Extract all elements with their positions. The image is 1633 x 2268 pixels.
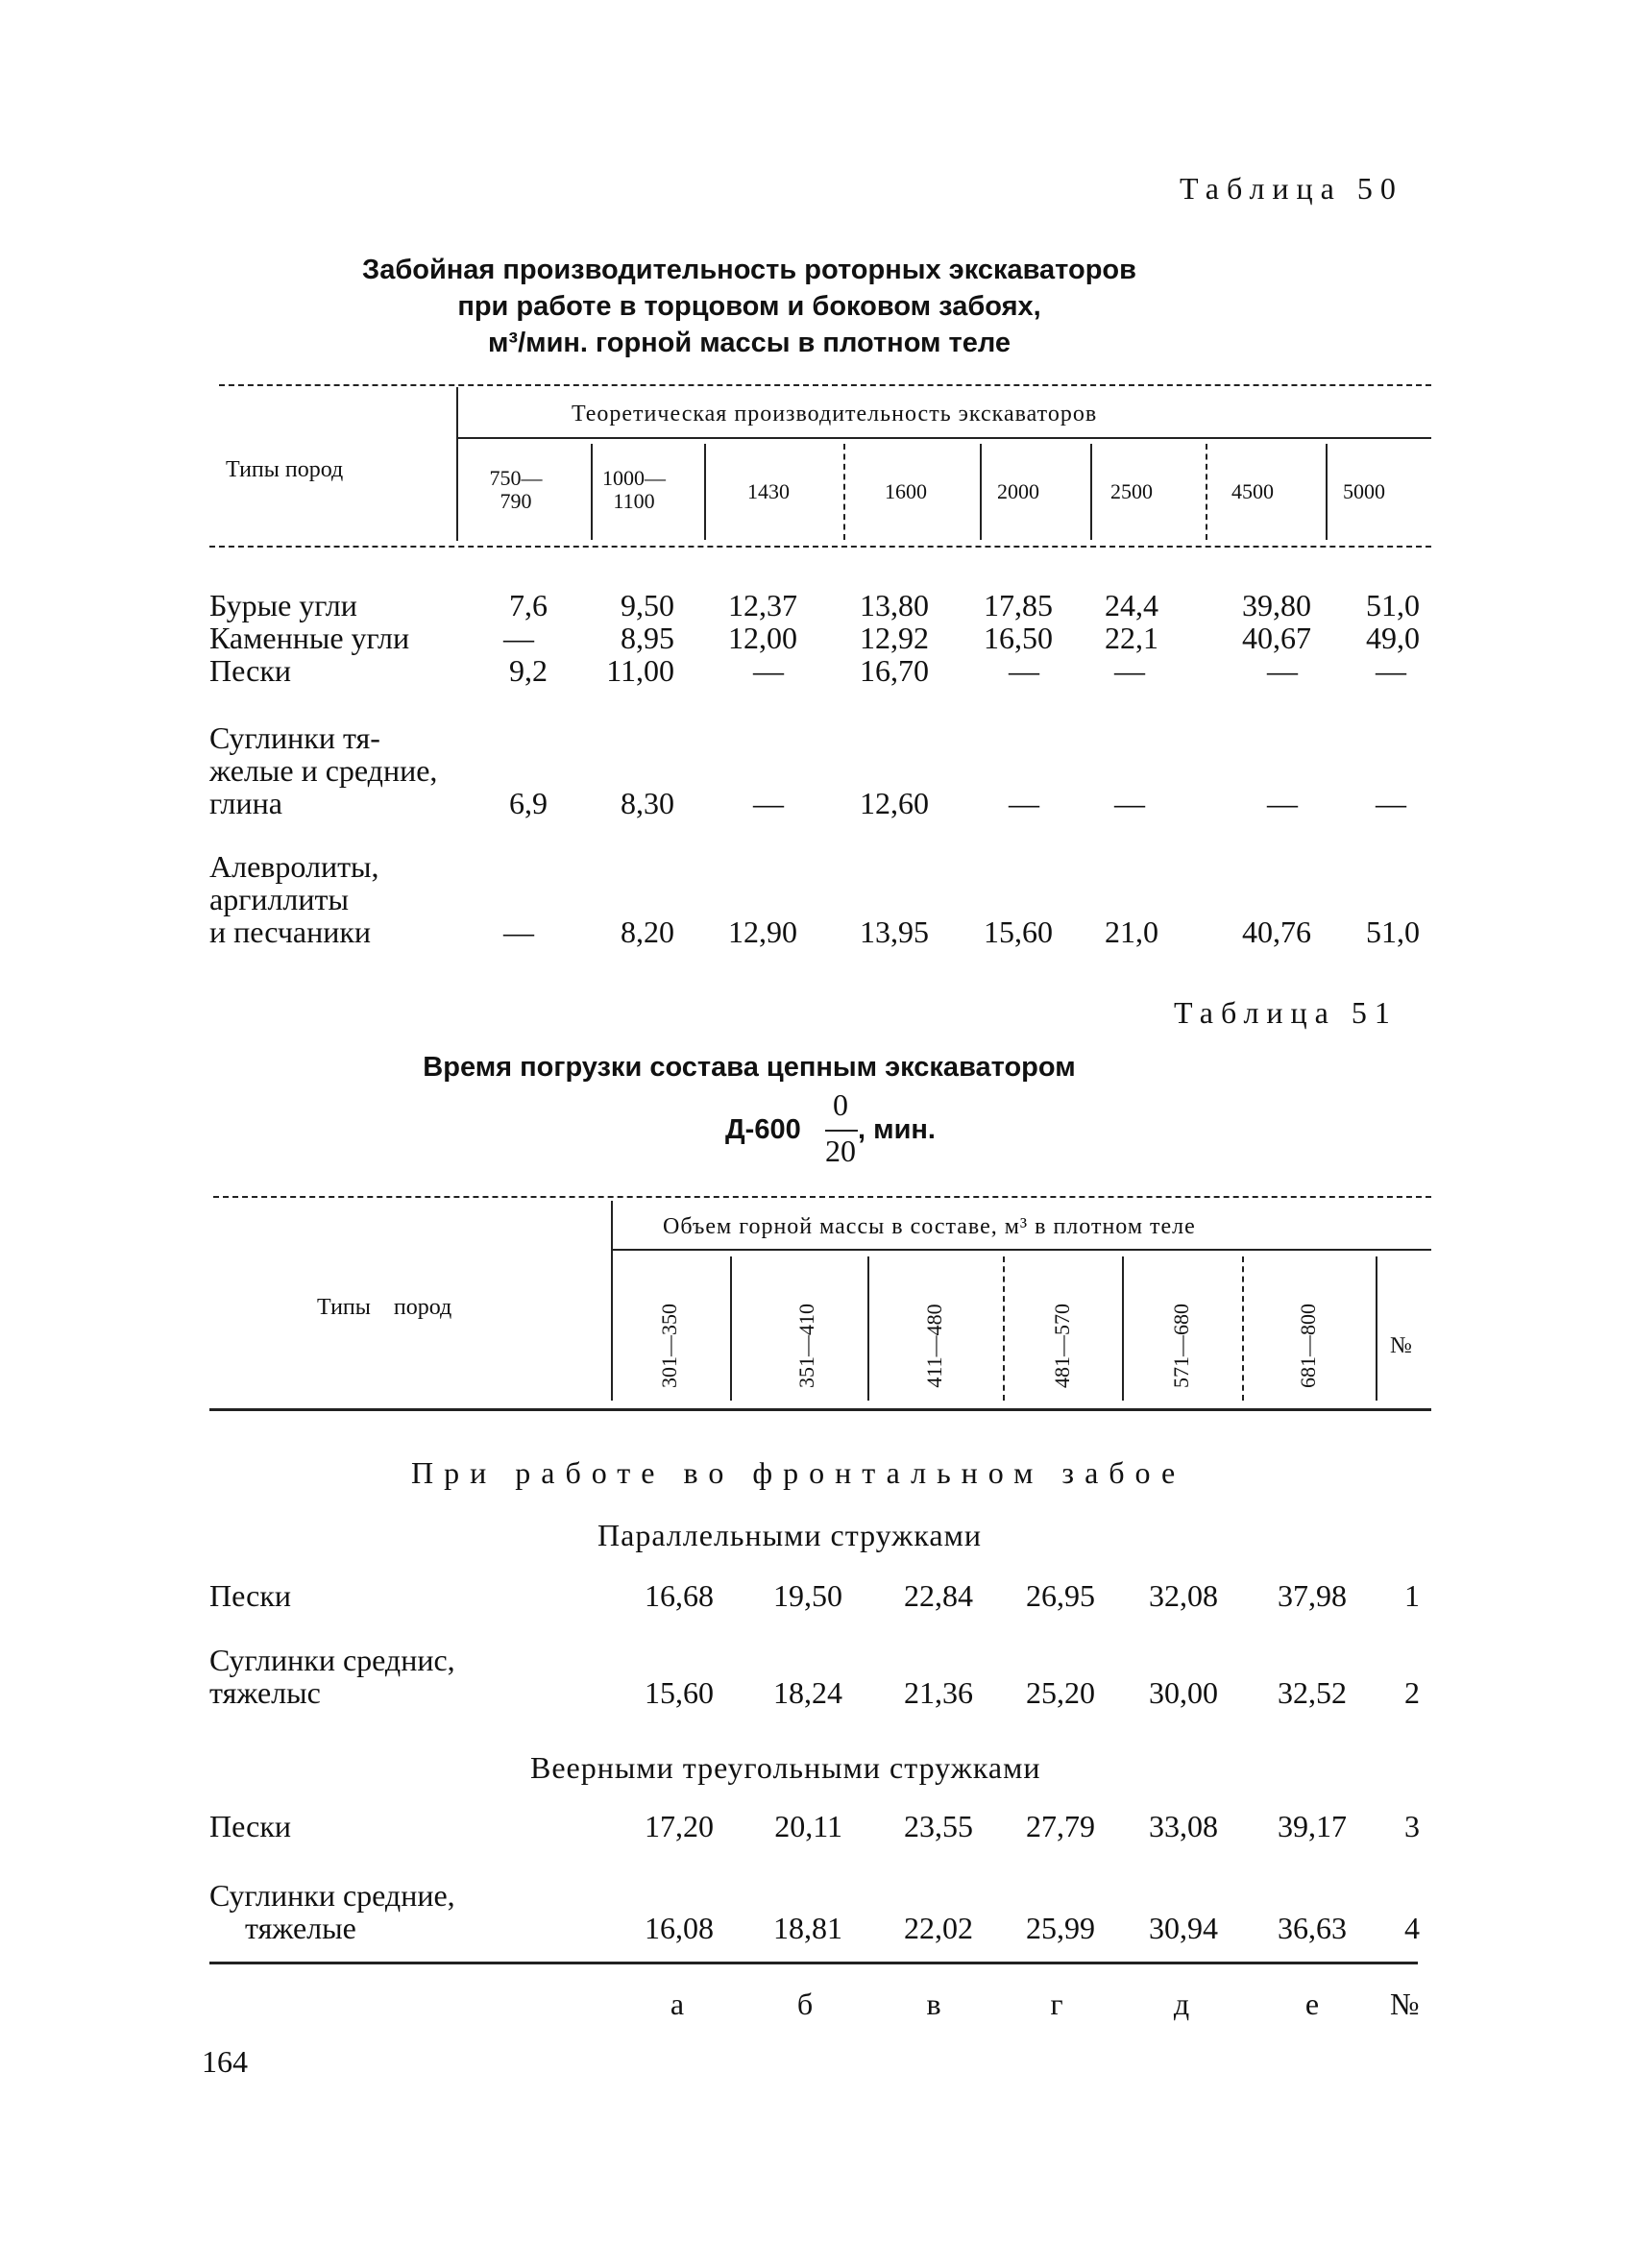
table-cell: — <box>1009 786 1039 820</box>
row-label: Бурые угли <box>209 588 357 622</box>
row-label: тяжелыс <box>209 1675 321 1710</box>
table-50-title <box>240 252 1258 361</box>
table-cell: 7,6 <box>509 588 548 622</box>
table-cell: 11,00 <box>606 653 674 688</box>
table-cell: 37,98 <box>1278 1578 1347 1613</box>
table-cell: 22,84 <box>904 1578 973 1613</box>
table-50-column-header <box>1200 480 1305 503</box>
table-cell: — <box>1376 786 1406 820</box>
table-cell: 18,81 <box>773 1911 842 1945</box>
table-cell: 18,24 <box>773 1675 842 1710</box>
table-cell: 15,60 <box>984 915 1053 949</box>
table-50-top-rule <box>219 384 1431 386</box>
table-50-column-divider <box>704 444 706 540</box>
footer-column-letter: б <box>796 1987 814 2021</box>
footer-number-label: № <box>1390 1987 1420 2021</box>
table-50-column-header <box>716 480 821 503</box>
table-cell: — <box>753 786 784 820</box>
page-number: 164 <box>202 2044 248 2079</box>
table-cell: 13,95 <box>860 915 929 949</box>
table-50-column-header <box>1079 480 1184 503</box>
table-50-header-divider <box>456 387 458 541</box>
table-50-title-line: Забойная производительность роторных экскаваторов <box>362 255 1136 285</box>
table-51-column-divider <box>1003 1256 1005 1401</box>
table-cell: 16,50 <box>984 621 1053 655</box>
table-51-group-header: Объем горной массы в составе, м³ в плотном теле <box>663 1214 1196 1239</box>
table-cell: — <box>1114 786 1145 820</box>
row-label: Пески <box>209 1809 291 1843</box>
row-label: Суглинки среднис, <box>209 1643 455 1677</box>
table-cell: — <box>1267 786 1298 820</box>
table-cell: 49,0 <box>1366 621 1420 655</box>
footer-column-letter: е <box>1304 1987 1320 2021</box>
table-51-number-header: № <box>1390 1333 1412 1358</box>
table-cell: 17,20 <box>645 1809 714 1843</box>
table-cell: 12,92 <box>860 621 929 655</box>
table-cell: 36,63 <box>1278 1911 1347 1945</box>
footer-column-letter: д <box>1173 1987 1190 2021</box>
table-51-column-divider <box>730 1256 732 1401</box>
footer-column-letter: в <box>926 1987 941 2021</box>
table-51-column-header: 411—480 <box>922 1304 946 1388</box>
column-header-line: 1430 <box>747 479 790 503</box>
column-header-line: 790 <box>500 489 532 513</box>
column-header-line: 2000 <box>997 479 1039 503</box>
table-cell: 8,30 <box>621 786 674 820</box>
table-cell: 51,0 <box>1366 915 1420 949</box>
table-50-column-header <box>463 467 569 513</box>
table-cell: 39,80 <box>1242 588 1311 622</box>
table-51-column-header: 481—570 <box>1050 1304 1074 1388</box>
table-51-column-divider <box>1122 1256 1124 1401</box>
table-cell: 21,36 <box>904 1675 973 1710</box>
table-cell: 12,00 <box>728 621 797 655</box>
row-number: 3 <box>1404 1809 1420 1843</box>
row-number: 1 <box>1404 1578 1420 1613</box>
table-cell: 32,52 <box>1278 1675 1347 1710</box>
row-number: 4 <box>1404 1911 1420 1945</box>
table-cell: 19,50 <box>773 1578 842 1613</box>
table-51-header-bottom-rule <box>209 1408 1431 1411</box>
table-50-column-divider <box>843 444 845 540</box>
table-51-column-header: 571—680 <box>1169 1304 1193 1388</box>
row-label: желые и средние, <box>209 753 438 788</box>
row-label: Каменные угли <box>209 621 410 655</box>
row-label: Пески <box>209 1578 291 1613</box>
column-header-line: 5000 <box>1343 479 1385 503</box>
table-cell: — <box>753 653 784 688</box>
table-cell: 15,60 <box>645 1675 714 1710</box>
column-header-line: 2500 <box>1110 479 1153 503</box>
table-cell: 27,79 <box>1026 1809 1095 1843</box>
formula-fraction-bar <box>825 1130 858 1132</box>
table-cell: 30,94 <box>1149 1911 1218 1945</box>
table-cell: 16,70 <box>860 653 929 688</box>
table-51-section-title: При работе во фронтальном забое <box>411 1455 1186 1490</box>
table-cell: 22,1 <box>1105 621 1158 655</box>
table-cell: 32,08 <box>1149 1578 1218 1613</box>
table-cell: 17,85 <box>984 588 1053 622</box>
row-label: и песчаники <box>209 915 372 949</box>
row-label: Алевролиты, <box>209 849 379 884</box>
column-header-line: 1000— <box>602 466 666 490</box>
column-header-line: 1600 <box>885 479 927 503</box>
table-cell: 9,50 <box>621 588 674 622</box>
formula-suffix: , мин. <box>858 1114 936 1145</box>
table-cell: — <box>503 915 534 949</box>
table-50-group-rule <box>458 437 1431 439</box>
table-cell: — <box>503 621 534 655</box>
table-cell: — <box>1114 653 1145 688</box>
row-number: 2 <box>1404 1675 1420 1710</box>
table-cell: 20,11 <box>774 1809 842 1843</box>
subsection-title: Параллельными стружками <box>597 1518 982 1552</box>
table-51-bottom-rule <box>209 1962 1418 1964</box>
formula-denominator: 20 <box>825 1134 856 1168</box>
table-51-top-rule <box>213 1196 1431 1198</box>
table-cell: 6,9 <box>509 786 548 820</box>
row-label: глина <box>209 786 282 820</box>
table-cell: 23,55 <box>904 1809 973 1843</box>
table-cell: 40,76 <box>1242 915 1311 949</box>
table-50-column-header <box>1311 480 1417 503</box>
table-cell: 8,20 <box>621 915 674 949</box>
column-header-line: 4500 <box>1231 479 1274 503</box>
column-header-line: 1100 <box>613 489 655 513</box>
table-50-title-line: м³/мин. горной массы в плотном теле <box>487 328 1011 358</box>
table-50-column-header <box>581 467 687 513</box>
table-51-row-header: Типы пород <box>317 1295 452 1320</box>
table-cell: 51,0 <box>1366 588 1420 622</box>
table-cell: 39,17 <box>1278 1809 1347 1843</box>
table-cell: 13,80 <box>860 588 929 622</box>
table-51-column-divider <box>1242 1256 1244 1401</box>
table-51-column-header: 301—350 <box>657 1304 681 1388</box>
table-51-column-divider <box>867 1256 869 1401</box>
formula-numerator: 0 <box>833 1087 848 1122</box>
table-cell: 9,2 <box>509 653 548 688</box>
table-50-label: Таблица 50 <box>1180 171 1403 206</box>
table-50-header-bottom-rule <box>209 546 1431 548</box>
table-50-group-header: Теоретическая производительность экскаваторов <box>572 402 1098 427</box>
table-51-group-rule <box>613 1249 1431 1251</box>
row-label: Суглинки средние, <box>209 1878 455 1913</box>
table-cell: 30,00 <box>1149 1675 1218 1710</box>
row-label: тяжелые <box>245 1911 356 1945</box>
column-header-line: 750— <box>489 466 543 490</box>
formula-prefix: Д-600 <box>725 1114 801 1145</box>
row-label: аргиллиты <box>209 882 349 916</box>
table-51-formula <box>725 1087 985 1174</box>
table-cell: 33,08 <box>1149 1809 1218 1843</box>
table-50-title-line: при работе в торцовом и боковом забоях, <box>457 291 1041 322</box>
table-cell: 25,99 <box>1026 1911 1095 1945</box>
table-cell: 25,20 <box>1026 1675 1095 1710</box>
row-label: Пески <box>209 653 291 688</box>
table-50-column-header <box>965 480 1071 503</box>
table-cell: 16,68 <box>645 1578 714 1613</box>
row-label: Суглинки тя- <box>209 720 380 755</box>
table-51-column-divider <box>1376 1256 1377 1401</box>
table-cell: — <box>1267 653 1298 688</box>
table-51-label: Таблица 51 <box>1174 995 1398 1030</box>
table-cell: — <box>1009 653 1039 688</box>
table-51-column-header: 351—410 <box>794 1304 818 1388</box>
footer-column-letter: г <box>1050 1987 1063 2021</box>
table-cell: 12,60 <box>860 786 929 820</box>
table-51-column-header: 681—800 <box>1296 1304 1320 1388</box>
table-51-title: Время погрузки состава цепным экскаватором <box>423 1052 1076 1083</box>
table-cell: 16,08 <box>645 1911 714 1945</box>
table-cell: 26,95 <box>1026 1578 1095 1613</box>
table-51-header-divider <box>611 1201 613 1401</box>
table-cell: 12,90 <box>728 915 797 949</box>
table-cell: 8,95 <box>621 621 674 655</box>
table-cell: 40,67 <box>1242 621 1311 655</box>
table-cell: 22,02 <box>904 1911 973 1945</box>
subsection-title: Веерными треугольными стружками <box>530 1750 1041 1785</box>
table-cell: 12,37 <box>728 588 797 622</box>
table-cell: 21,0 <box>1105 915 1158 949</box>
table-cell: — <box>1376 653 1406 688</box>
table-cell: 24,4 <box>1105 588 1158 622</box>
table-50-row-header: Типы пород <box>226 457 344 482</box>
footer-column-letter: а <box>670 1987 685 2021</box>
table-50-column-header <box>853 480 959 503</box>
